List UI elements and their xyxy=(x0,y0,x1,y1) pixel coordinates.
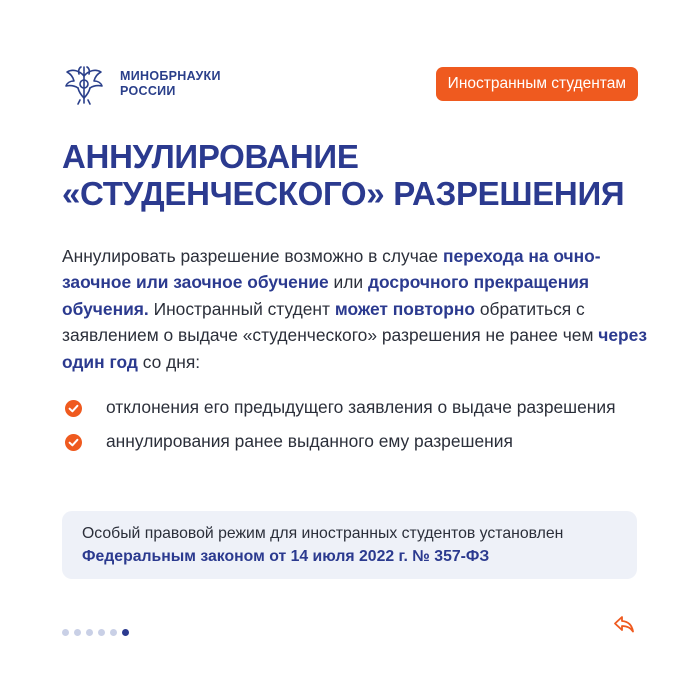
pagination-dots xyxy=(62,629,129,636)
pagination-dot[interactable] xyxy=(98,629,105,636)
check-circle-icon xyxy=(65,434,82,451)
check-circle-icon xyxy=(65,400,82,417)
legal-note xyxy=(62,511,637,579)
list-item xyxy=(62,394,642,420)
para-text-1: Аннулировать разрешение возможно в случае xyxy=(62,246,443,266)
legal-note-text: Особый правовой режим для иностранных студентов установлен xyxy=(82,525,564,542)
pagination-dot[interactable] xyxy=(86,629,93,636)
para-highlight-1: перехода на очно-заочное или заочное обучение xyxy=(62,246,601,293)
eagle-emblem-icon xyxy=(62,62,106,106)
ministry-name-line1: МИНОБРНАУКИ xyxy=(120,69,221,83)
para-text-2: или xyxy=(328,272,368,293)
share-arrow-icon[interactable] xyxy=(612,612,636,636)
list-item-text: аннулирования ранее выданного ему разрешения xyxy=(106,431,513,451)
main-paragraph xyxy=(62,243,652,375)
page-title-line1: АННУЛИРОВАНИЕ xyxy=(62,138,359,175)
audience-tag: Иностранным студентам xyxy=(436,67,638,101)
pagination-dot[interactable] xyxy=(74,629,81,636)
para-text-3: Иностранный студент xyxy=(148,298,335,319)
para-text-5: со дня: xyxy=(137,351,201,372)
ministry-name-line2: РОССИИ xyxy=(120,84,176,98)
logo xyxy=(62,62,221,106)
para-highlight-2: досрочного прекращения обучения. xyxy=(62,272,590,319)
page-title-line2: «СТУДЕНЧЕСКОГО» РАЗРЕШЕНИЯ xyxy=(62,175,625,212)
list-item-text: отклонения его предыдущего заявления о выдаче разрешения xyxy=(106,397,616,417)
conditions-list xyxy=(62,394,642,454)
para-highlight-3: может повторно xyxy=(334,298,475,319)
pagination-dot-active[interactable] xyxy=(122,629,129,636)
pagination-dot[interactable] xyxy=(62,629,69,636)
list-item xyxy=(62,428,642,454)
para-text-4: обратиться с заявлением о выдаче «студенческого» разрешения не ранее чем xyxy=(62,298,599,346)
page-title xyxy=(62,138,624,212)
ministry-name xyxy=(120,69,221,99)
pagination-dot[interactable] xyxy=(110,629,117,636)
legal-note-law: Федеральным законом от 14 июля 2022 г. № 357-ФЗ xyxy=(82,548,490,565)
para-highlight-4: через один год xyxy=(62,325,647,372)
